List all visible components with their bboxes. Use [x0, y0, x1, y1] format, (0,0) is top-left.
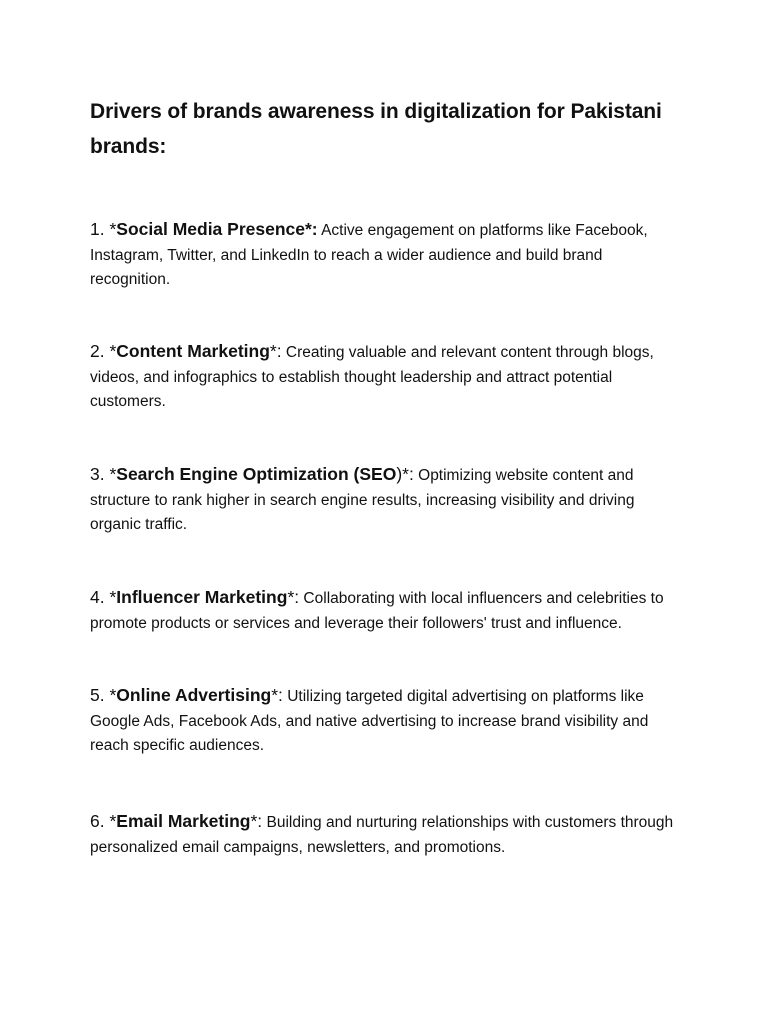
list-item [90, 217, 682, 293]
item-heading: Influencer Marketing [116, 587, 288, 607]
item-number: 6. * [90, 811, 117, 831]
item-description: Utilizing targeted digital advertising on platforms like Google Ads, Facebook Ads, and native advertising to increase brand visibility and reach specific audiences. [90, 688, 649, 754]
list-item [90, 585, 682, 636]
item-description: Building and nurturing relationships with customers through personalized email campaigns, newsletters, and promotions. [90, 814, 674, 856]
list-item [90, 809, 682, 860]
item-heading-suffix: *: [269, 341, 282, 361]
item-heading: Email Marketing [116, 811, 251, 831]
item-heading-suffix: *: [271, 685, 283, 705]
item-heading: Online Advertising [116, 685, 272, 705]
item-description: Collaborating with local influencers and celebrities to promote products or services and leverage their followers' trust and influence. [90, 590, 664, 632]
item-number: 2. * [90, 341, 117, 361]
item-number: 3. * [90, 464, 117, 484]
item-number: 5. * [90, 685, 117, 705]
item-number: 1. * [90, 219, 117, 239]
item-description: Optimizing website content and structure to rank higher in search engine results, increasing visibility and driving organic traffic. [90, 467, 635, 533]
item-description: Active engagement on platforms like Facebook, Instagram, Twitter, and LinkedIn to reach a wider audience and build brand recognition. [90, 222, 648, 288]
document-title: Drivers of brands awareness in digitalization for Pakistani brands: [90, 100, 662, 158]
list-item [90, 462, 682, 538]
item-heading: Social Media Presence*: [116, 219, 318, 239]
item-number: 4. * [90, 587, 117, 607]
item-heading: Search Engine Optimization (SEO [116, 464, 397, 484]
item-heading-suffix: *: [287, 587, 300, 607]
item-description: Creating valuable and relevant content through blogs, videos, and infographics to establish thought leadership and attract potential customers. [90, 344, 654, 410]
item-heading: Content Marketing [116, 341, 270, 361]
item-heading-suffix: )*: [396, 464, 414, 484]
item-heading-suffix: *: [250, 811, 263, 831]
list-item [90, 683, 682, 759]
list-item [90, 339, 682, 415]
